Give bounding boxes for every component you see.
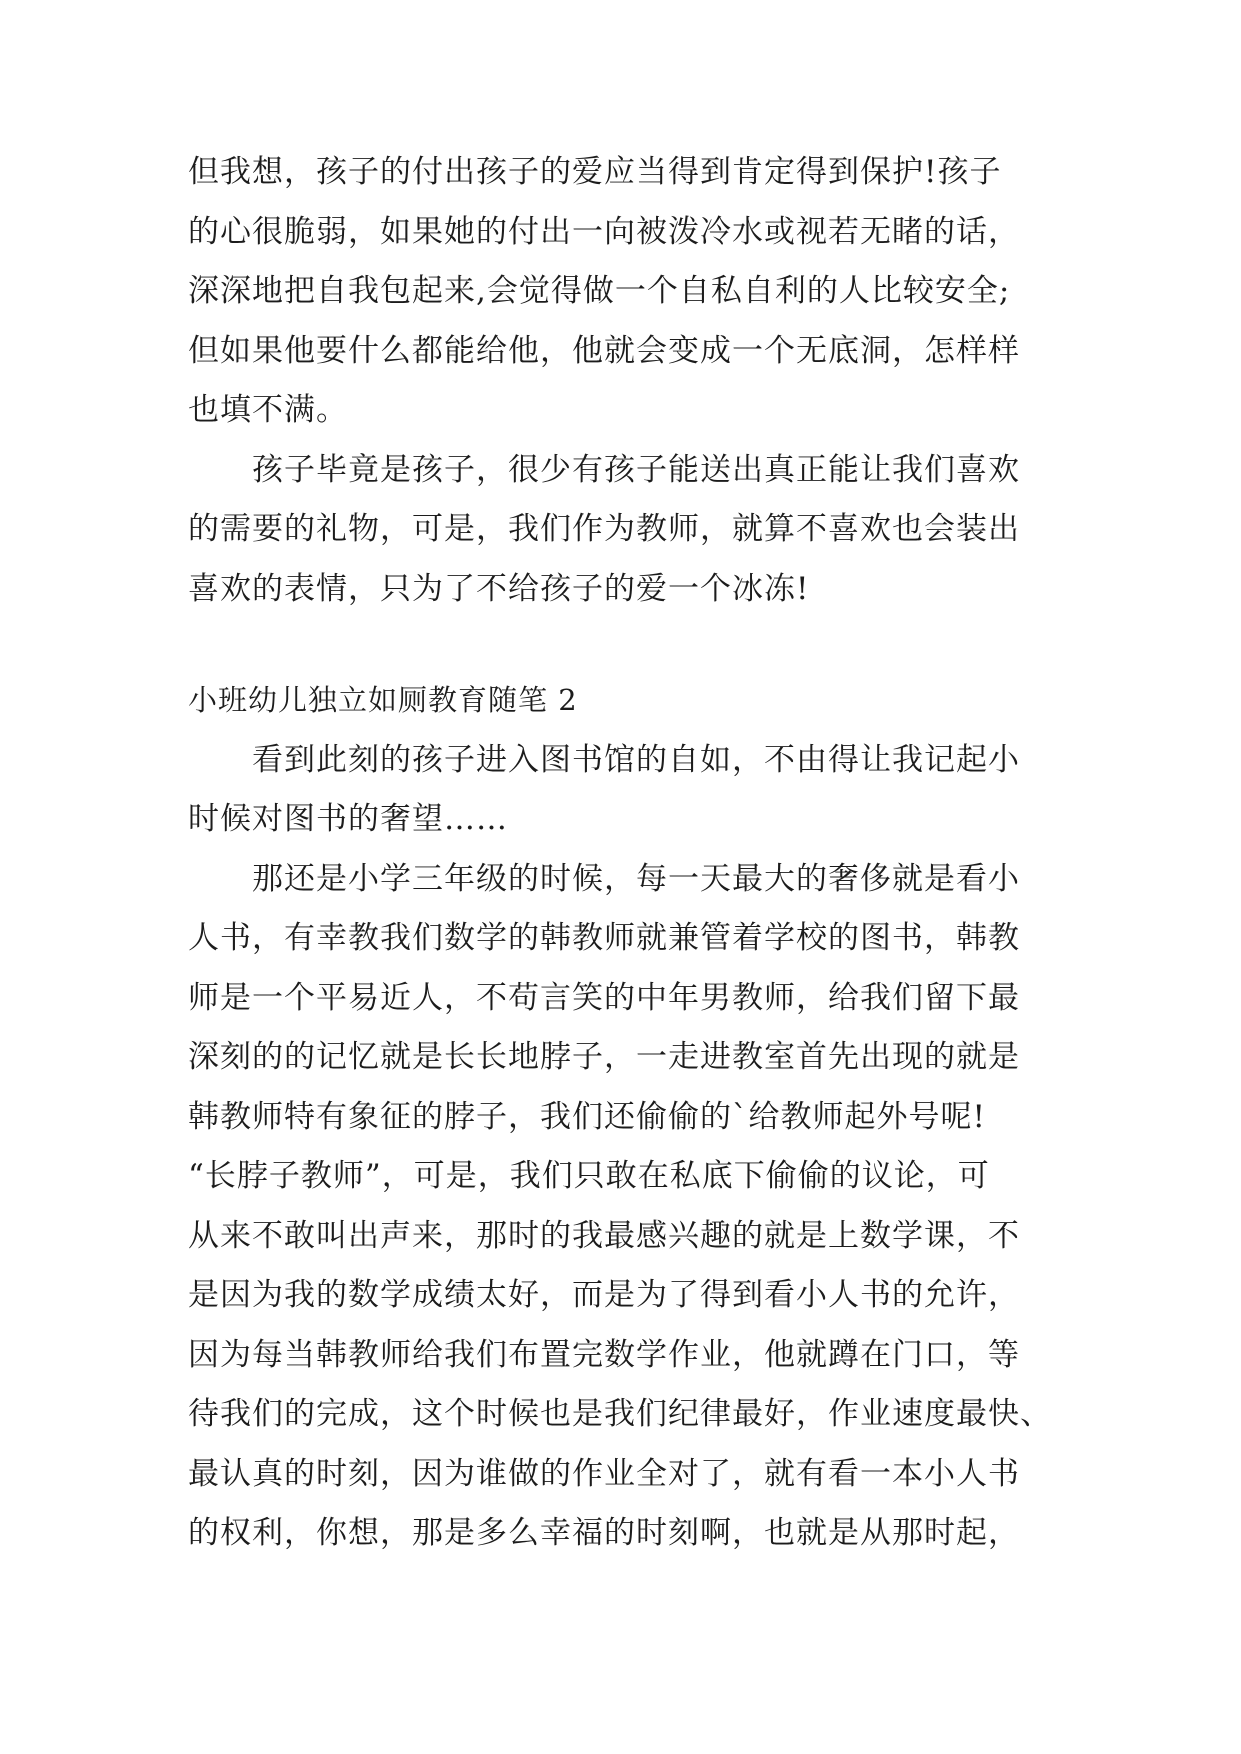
text-line: 师是一个平易近人，不苟言笑的中年男教师，给我们留下最 <box>188 979 1020 1016</box>
text-line: 的心很脆弱，如果她的付出一向被泼冷水或视若无睹的话， <box>188 213 1020 250</box>
text-line: 的权利，你想，那是多么幸福的时刻啊，也就是从那时起， <box>188 1515 1020 1551</box>
section-spacer <box>188 619 1068 671</box>
text-line: 韩教师特有象征的脖子，我们还偷偷的`给教师起外号呢! <box>188 1098 986 1135</box>
paragraph <box>188 143 1068 441</box>
text-line: 那还是小学三年级的时候，每一天最大的奢侈就是看小 <box>188 860 1020 897</box>
text-line: 深深地把自我包起来,会觉得做一个自私自利的人比较安全; <box>188 273 1011 309</box>
paragraph <box>188 441 1068 620</box>
text-line: 看到此刻的孩子进入图书馆的自如，不由得让我记起小 <box>188 741 1020 778</box>
text-line: 但我想，孩子的付出孩子的爱应当得到肯定得到保护!孩子 <box>188 154 1002 190</box>
text-line: 时候对图书的奢望…… <box>188 801 508 837</box>
text-line: 是因为我的数学成绩太好，而是为了得到看小人书的允许， <box>188 1277 1020 1313</box>
text-line: 人书，有幸教我们数学的韩教师就兼管着学校的图书，韩教 <box>188 920 1020 956</box>
text-line: 待我们的完成，这个时候也是我们纪律最好，作业速度最快、 <box>188 1396 1052 1432</box>
text-line: 喜欢的表情，只为了不给孩子的爱一个冰冻! <box>188 570 810 607</box>
paragraph <box>188 850 1068 1564</box>
text-line: 最认真的时刻，因为谁做的作业全对了，就有看一本小人书 <box>188 1455 1020 1492</box>
text-line: 但如果他要什么都能给他，他就会变成一个无底洞，怎样样 <box>188 332 1020 369</box>
paragraph <box>188 731 1068 850</box>
text-line: 从来不敢叫出声来，那时的我最感兴趣的就是上数学课，不 <box>188 1217 1020 1254</box>
text-line: 深刻的的记忆就是长长地脖子，一走进教室首先出现的就是 <box>188 1039 1020 1075</box>
text-line: 的需要的礼物，可是，我们作为教师，就算不喜欢也会装出 <box>188 511 1020 547</box>
text-line: 孩子毕竟是孩子，很少有孩子能送出真正能让我们喜欢 <box>188 451 1020 488</box>
text-line: 因为每当韩教师给我们布置完数学作业，他就蹲在门口，等 <box>188 1336 1020 1373</box>
section-heading: 小班幼儿独立如厕教育随笔 2 <box>188 683 578 717</box>
text-line: “长脖子教师”，可是，我们只敢在私底下偷偷的议论，可 <box>188 1158 990 1194</box>
document-body <box>188 143 1068 1564</box>
text-line: 也填不满。 <box>188 392 348 428</box>
